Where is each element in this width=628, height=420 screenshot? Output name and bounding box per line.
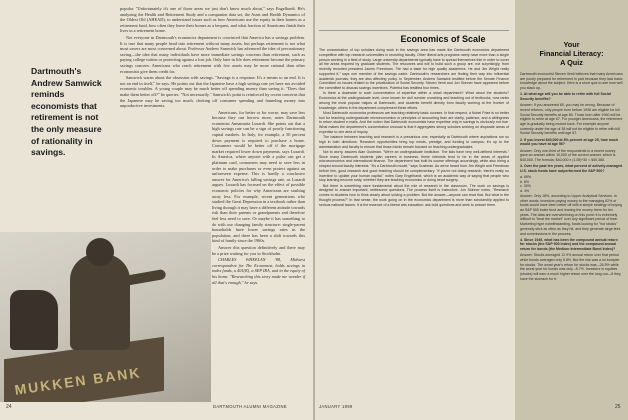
quiz-answer-2: Answer: Only one-third of the respondents in a recent survey gave an answer within 10,000 of the correct answer, which is $40,000. The formula: $40,000 x (1.05)^30 = $45,380. [520,148,616,162]
left-paragraph-5: Answer this question definitively and there may be a prize waiting for you in Stockholm. [212,244,305,256]
left-paragraph-4: Americans, for better or for worse, may save less because they can borrow more, notes Dartmouth economist Annamaria Lusardi. She points out that a high savings rate can be a sign of poorly functioning capital markets. In Italy, for example, a 50 percent down payment is required to purchase a home. Consumers would be better off if the mortgage market required lower down payments, says Lusardi. In America, where anyone with a pulse can get a platinum card, consumers may need to save less in order to make purchases or even protect against an unforeseen expense. This is hardly a conclusive answer for America's falling savings rate, as Lusardi argues. Lusardi has focused on the effect of possible economic policies for why Americans are stashing away less. For example, recent generations who studied the Great Depression in a textbook rather than living through it may have a different attitude towards risk than their parents or grandparents and therefore feel less need to save. Or maybe it has something to do with our changing family structure: single-parent households have lower savings rates in the population, and there has been a shift towards this kind of family since the 1960s. [212,109,305,244]
left-paragraph-2: Not everyone in Dartmouth's economics department is convinced that America has a savings problem. It is true that many people head into retirement without many assets, but perhaps retirement is not what most savers are most concerned about. Professor Andrew Samwick has advanced the idea of precautionary saving—the idea that many individuals have more immediate savings concerns than retirement, such as paying college tuition or protecting against a lost job. Only later in life does retirement become the primary savings concern. Americans who reach retirement with few assets may be more rational than other economists give them credit for. [120,34,305,74]
left-paragraph-1: popular. "Unfortunately it's one of those areas we just don't know much about," says Engelhardt. He's analyzing the Health and Retirement Study and a companion data set, the Asset and Health Dynamics of the Oldest Old (AHEAD), to understand issues such as how Americans use the equity in their homes as a retirement fund, how often they leave their homes as a bequest, and what fraction of Americans finish their lives in a retirement home. [120,6,305,34]
quiz-intro: Dartmouth economist Steven Venti believes that many Americans are poorly prepared for retirement in part because they lack basic knowledge about the subject. Here is a short quiz to see how well you stack up. [520,72,623,91]
right-page [315,0,628,420]
quiz-answer-1: Answer: If you answered 65, you may be wrong. Because of recent reforms, only people born before 1938 are eligible for full Social Security benefits at age 65. Those born after 1960 will be eligible to retire at age 67. For younger Americans, the retirement age is gradually being moved back. For example anyone currently under the age of 38 will not be eligible to retire with full Social Security benefits until age 67. [520,103,623,136]
bank-man-head [86,238,114,266]
quiz-answer-4: Answer: Stocks averaged 12.9% annual return over that period while bonds averaged only 5.8%. But the risk was a lot bumpier for stocks. The worst year's return for stocks was –26.5% while the worst year for bonds was only –5.7%. Investors in equities (stocks) will earn a much higher return over the long run—if they have the stomach for it. [520,253,621,281]
quiz-title-line-2: Financial Literacy: [539,49,604,58]
footer-issue-date: JANUARY 1999 [319,404,353,409]
quiz-option: c. 30% [520,184,531,189]
quiz-option: a. 89% [520,175,532,180]
mechanical-bank-photo [0,232,211,402]
economics-article-column [319,48,509,208]
article-rule [319,30,509,31]
author-bio: CHARLES WHEELAN '88, Midwest correspondent for The Economist, holds savings in index funds, a 401(K), a SEP IRA, and in the equity of his home. "Researching this story made me wonder if all that's enough," he says. [212,257,306,285]
quiz-question-1: 1. At what age will you be able to retire with full Social Security benefits? [520,92,611,102]
quiz-question-3: 3. Over the past ten years, what percent of actively-managed U.S. stock funds have outperformed the S&P 500? [520,164,623,173]
pullquote: Dartmouth's Andrew Samwick reminds economists that retirement is not the only measure of rationality in savings. [31,66,102,158]
quiz-question-2: 2. If you invest $40,000 at 8% percent at age 25, how much would you have at age 56? [520,137,619,147]
article-title: Economics of Scale [400,34,486,44]
left-page [0,0,313,420]
bank-dog-figure [10,290,58,350]
quiz-option: d. 4% [520,189,530,194]
quiz-title [519,40,624,67]
left-wrap-column [212,110,305,285]
bank-lettering: MUKKEN BANK [13,364,143,398]
quiz-column [520,72,623,283]
bank-man-figure [70,254,130,350]
econ-paragraph-1: The concentration of top scholars doing work in the savings area has made the Dartmouth economics department competitive with top research universities in recruiting faculty. Other liberal arts programs rarely have more than a single person working in a field of study. Large university departments typically have to spread themselves thin in order to cover all the areas required by graduate students. The resources and will to build such a group are, not surprisingly, from recently recruited president James Freedman. "He had a taste for high quality academics. He and Jim Wright really supported it," says one member of the savings cadre. Dartmouth's researchers are finding their way into influential academic journals; they are also affecting policy. In September, Andrew Samwick testified before the Senate Finance Committee on issues related to the privatization of Social Security. Steven Venti and Jon Skinner have appeared before the committee to discuss savings incentives. Poterba has testified four times. [319,48,509,90]
quiz-option: b. 6% [520,179,530,184]
econ-paragraph-6: But there is something more fundamental about the role of research in the classroom. The work on savings is designed to answer important, nettlesome questions. The process itself is instructive. Jon Skinner notes, "Research comes to students how to think clearly about solving a problem. But the answer—anyone can read that. But what is the thought process?" In that sense, the work going on in the economics department is more than scholarship applied to serious national issues. It is the essence of a liberal arts education: ask bold questions and seek to answer them. [319,183,509,207]
quiz-question-4: 4. Since 1945, what has been the compound annual return for stocks (the S&P 500 index) and the compound annual return for bonds (the Medium Intermediate Bond Index)? [520,237,618,252]
quiz-answer-3: Answer: Only 18%, according to Lipper Analytical Services. In other words, investors paying money to the managing 82% of funds would have been better off with a simple strategy of buying an S&P 500 index fund and leaving the money there for ten years. The data are overwhelming on this point: it is extremely difficult to "beat the market" over any significant period of time. Marketing hype notwithstanding, funds looking for "hot stocks" generally stick as often as they hit, and they generate large fees and commissions in the process. [520,193,622,236]
econ-paragraph-5: Not to worry, assures Alan Gustman. "We're an undergraduate institution. The kids have very well-defined interests." Since many Dartmouth students plan careers in business, these interests tend to be in the areas of applied microeconomics and international finance. The department has built its course offerings accordingly, while also hiring a shaped around faculty interests. "It's a Dartmouth model," says Gustman. As we've heard from Jim Wright and Freedman before him, good research and good teaching should be complementary. "If you're not doing research, there's really no incentive to update your human capital," notes Gary Engelhardt, which is an academic way of saying that people who stop learning become rusty, whether they are teaching economics or doing heart surgery. [319,149,509,183]
econ-paragraph-4: The balance between teaching and research is a precarious one, especially at Dartmouth where aspirations run so high in both directions. Research opportunities bring top minds, prestige, and funding to campus; it's up to the administration and faculty to ensure that those minds remain focused on teaching undergraduates. [319,135,509,149]
page-number-left: 24 [6,404,12,410]
footer-magazine-name: DARTMOUTH ALUMNI MAGAZINE [213,404,287,409]
econ-paragraph-3: Most Dartmouth economics professors are teaching relatively basic courses. In that respect, a Nobel Prize is no better tool for teaching undergraduate microeconomics or principles of accounting than are clarity, patience, and a willingness to return student e-mails. And the notion that Dartmouth economists have expertise only in savings is obviously not true. What makes the department's concentration unusual is that it aggregates strong scholars working on disparate areas of expertise to one area of inquiry. [319,110,509,134]
quiz-title-line-3: A Quiz [560,58,583,67]
quiz-title-line-1: Your [563,40,580,49]
left-paragraph-3: Samwick warns about the obsession with savings. "Savings is a response. It's a means to an end. It is not an end in itself," he says. He points out that the Japanese have a high savings rate yet have not avoided economic troubles. A young couple may be much better off spending money than saving it. "Does that make them better off?" he queries. "Not necessarily." Samwick's point is reinforced by recent concerns that the Japanese may be saving too much, choking off consumer spending and funneling money into unproductive investments. [120,75,305,109]
econ-paragraph-2: Is there a downside to such concentration of expertise within a small department? What about the students? Economics at the undergraduate level, once known for dull number crunching and teaching out of textbooks, now ranks among the most popular majors at Dartmouth, and students benefit directly from faculty working at the frontier of knowledge; others in the department complement these efforts. [319,91,509,110]
page-number-right: 25 [615,404,621,410]
